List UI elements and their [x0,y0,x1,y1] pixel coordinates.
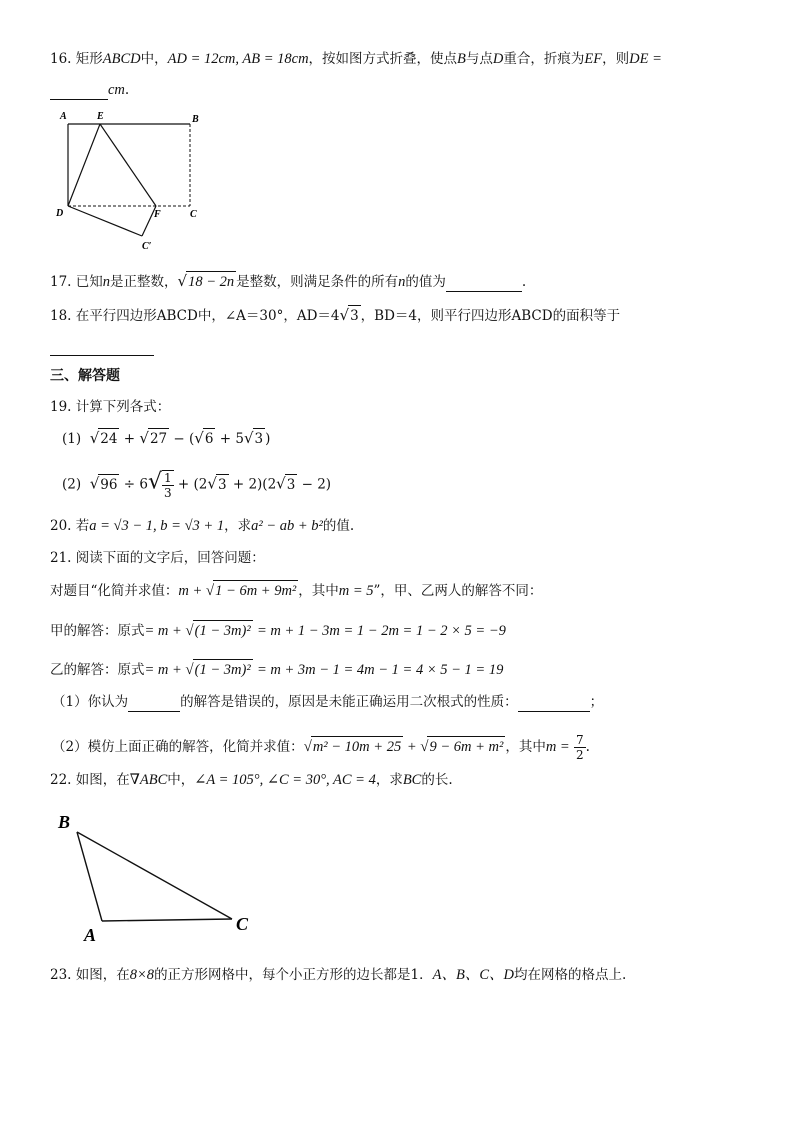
answer-blank[interactable] [50,85,108,100]
side-ab [77,832,102,921]
q18-text: ，BD＝4，则平行四边形ABCD的面积等于 [360,308,621,324]
q21-sub1 [52,692,603,712]
q21-text: . [585,739,590,755]
q22-tri: ∇ABC [129,772,168,788]
sqrt-icon: √ [339,306,350,324]
q17-text: 是整数，则满足条件的所有 [236,274,399,290]
coefficient: 5 [235,431,244,447]
answer-blank[interactable] [446,277,522,292]
radicand: 3 [285,474,298,495]
label-c: C [236,914,249,934]
radicand: 96 [98,474,119,495]
q21-yi [50,659,503,680]
sqrt-icon: √ [185,662,194,678]
q21-jia-expr: = m + √(1 − 3m)² [145,623,253,639]
q23-text: 23. 如图，在 [50,967,130,983]
q22-text: 中， [167,772,195,788]
label-e: E [97,111,104,122]
q17-text: 是正整数， [110,274,178,290]
label-b: B [192,114,199,125]
radicand: 6 [203,428,216,449]
q19-part1: (1) √24 + √27 − (√6 + 5√3 ) [62,429,271,447]
q20-text: 20. 若 [50,518,90,534]
q21-text: （1）你认为 [52,694,129,710]
q16-crease: EF [584,51,603,67]
q21-text: ，其中 [505,739,546,755]
sqrt-icon: √ [205,583,215,599]
q16-point-d: D [492,51,504,67]
q21-jia-label: 甲的解答：原式 [50,623,145,639]
q21-yi-label: 乙的解答：原式 [50,662,145,678]
q21-text: ”，甲、乙两人的解答不同： [373,583,543,599]
q21-text: 的解答是错误的，原因是未能正确运用二次根式的性质： [180,694,518,710]
fraction [574,733,586,762]
sqrt-icon: √ [420,739,429,755]
segment-de [68,124,100,206]
q22-text: ，求 [375,772,403,788]
label-a: A [60,111,67,122]
q21-m-eq: m = [545,739,570,755]
q20-line [50,516,354,536]
q16-text: ，则 [602,51,630,67]
q23-points: A、B、C、D [432,967,515,983]
q23-text: 均在网格的格点上. [514,967,627,983]
q21-text: 对题目“化简并求值： [50,583,179,599]
label-f: F [154,209,161,220]
q16-line1 [50,49,662,69]
q21-text: ，其中 [298,583,339,599]
q20-text: ，求 [224,518,252,534]
label-a: A [84,925,97,945]
q21-jia-tail: = m + 1 − 3m = 1 − 2m = 1 − 2 × 5 = −9 [256,623,506,639]
label-c: C [190,209,197,220]
sqrt-icon: √ [89,429,100,447]
q21-text: （2）模仿上面正确的解答，化简并求值： [52,739,304,755]
radicand: 3 [216,474,229,495]
q17-text: 的值为 [405,274,446,290]
q18-line1 [50,305,620,326]
q19-p1-label: (1) [62,431,82,447]
q17-var-n: n [102,274,111,290]
segment-ef [100,124,156,206]
sqrt-icon: √ [303,739,312,755]
radicand: 27 [148,428,169,449]
q16-text: ，按如图方式折叠，使点 [308,51,458,67]
q22-ask: BC [402,772,422,788]
sqrt-icon: √ [185,623,194,639]
sqrt-icon: √ [276,474,286,493]
q18-text: 18. 在平行四边形ABCD中，∠A＝30°，AD＝4 [50,308,340,324]
q21-text: ； [589,694,604,710]
answer-blank[interactable] [128,697,180,712]
q19-title: 19. 计算下列各式： [50,399,171,415]
sqrt-icon: √ [194,429,204,447]
q18-line2 [50,336,154,356]
q16-end: . [124,82,130,98]
q16-line2 [50,80,129,100]
q17-text: 17. 已知 [50,274,103,290]
frac-num: 7 [576,733,584,747]
radicand: 24 [98,428,119,449]
sqrt-icon: √ [139,429,149,447]
section-title: 三、解答题 [50,368,120,384]
q22-text: 22. 如图，在 [50,772,130,788]
radicand: 3 [253,428,266,449]
q22-given: ∠A = 105°, ∠C = 30°, AC = 4 [194,772,376,788]
q16-figure [52,106,212,254]
q16-rect-name: ABCD [102,51,141,67]
q17-line [50,271,526,292]
q21-jia [50,620,506,641]
q20-target: a² − ab + b² [251,518,323,534]
q19-part2: (2) √96 ÷ 6√ $\frac{1}{3}$ + (2√3 + 2)(2√3 − 2) [62,469,332,500]
q16-text: 重合，折痕为 [503,51,585,67]
q21-yi-expr: = m + √(1 − 3m)² [145,662,253,678]
q16-text: 与点 [465,51,493,67]
q20-expr: a = √3 − 1, b = √3 + 1 [89,518,225,534]
q18-radicand: 3 [348,305,361,326]
sqrt-icon: √ [89,474,100,493]
q21-sub2-expr: √m² − 10m + 25 + √9 − 6m + m² [304,739,506,755]
q22-figure [52,806,262,946]
q22-line [50,770,453,790]
side-ac [102,919,232,921]
q23-line [50,965,626,985]
q17-end: . [521,274,527,290]
sqrt-icon: √ [147,469,162,495]
q16-given: AD = 12cm, AB = 18cm [167,51,309,67]
sqrt-icon: √ [177,272,188,290]
coefficient: 6 [139,476,148,493]
segment-dcp [68,206,142,236]
q16-text: 16. 矩形 [50,51,103,67]
q17-var-n: n [398,274,406,290]
q16-text: 中， [140,51,168,67]
q21-expr: m + √1 − 6m + 9m² [178,583,298,599]
q20-text: 的值. [322,518,355,534]
side-bc [77,832,232,919]
q19-p2-label: (2) [62,476,82,493]
q23-grid: 8×8 [129,967,155,983]
fraction [162,470,174,500]
answer-blank[interactable] [50,341,154,356]
q22-text: 的长. [421,772,453,788]
frac-den: 3 [164,486,172,500]
label-d: D [56,208,64,219]
q17-radicand: 18 − 2n [186,271,236,292]
sqrt-icon: √ [207,474,217,493]
q21-sub2 [52,733,590,762]
label-c-prime: C′ [142,241,152,252]
sqrt-icon: √ [243,429,254,447]
q16-unit: cm [108,82,125,98]
q16-point-b: B [457,51,466,67]
q21-prompt [50,580,542,601]
q21-cond: m = 5 [338,583,374,599]
q16-ask: DE = [629,51,662,67]
q23-text: 的正方形网格中，每个小正方形的边长都是1． [154,967,433,983]
label-b: B [58,812,71,832]
frac-den: 2 [576,748,584,762]
q21-title: 21. 阅读下面的文字后，回答问题： [50,550,265,566]
q21-yi-tail: = m + 3m − 1 = 4m − 1 = 4 × 5 − 1 = 19 [256,662,504,678]
answer-blank[interactable] [518,697,590,712]
frac-num: 1 [164,471,172,485]
